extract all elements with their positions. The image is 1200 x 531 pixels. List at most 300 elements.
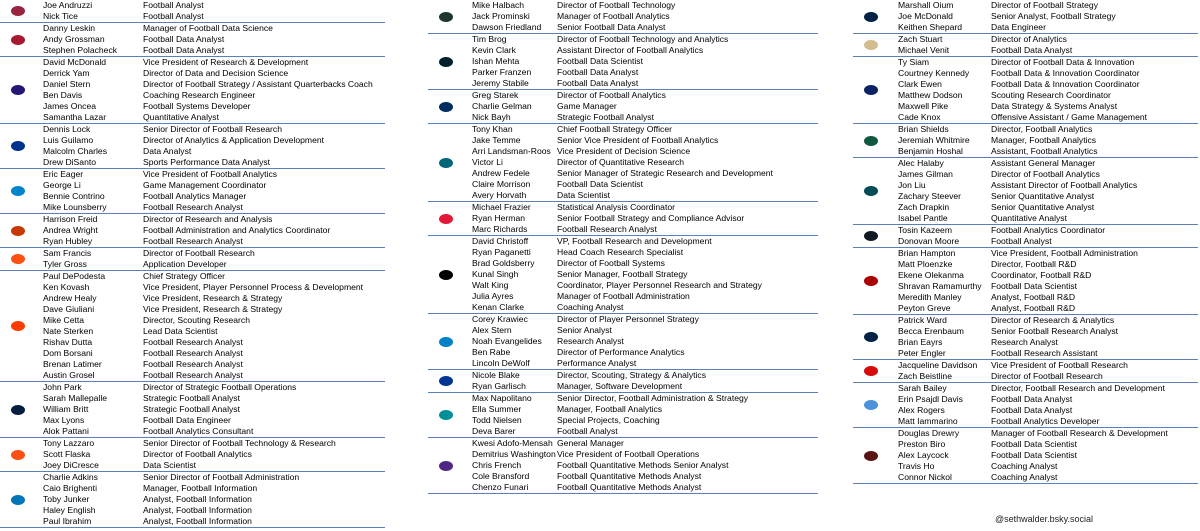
staff-name: Michael Venit [898, 45, 950, 55]
team-block [853, 57, 1198, 124]
staff-name: Brian Hampton [898, 248, 956, 258]
staff-title: Analyst, Football R&D [991, 303, 1076, 313]
staff-name: Maxwell Pike [898, 101, 949, 111]
team-block [853, 158, 1198, 225]
staff-row [0, 236, 385, 247]
staff-title: Director of Strategic Football Operations [143, 382, 297, 392]
staff-row [428, 67, 818, 78]
staff-title: Director, Football Research and Development [991, 383, 1165, 393]
staff-row [428, 482, 818, 493]
staff-title: Director, Football Analytics [991, 124, 1093, 134]
staff-title: Football Analytics Developer [991, 416, 1100, 426]
staff-title: Research Analyst [991, 337, 1058, 347]
staff-name: Alok Pattani [43, 426, 89, 436]
jaguars-logo [434, 156, 458, 170]
staff-title: Manager, Football Information [143, 483, 258, 493]
staff-row [0, 315, 385, 326]
staff-name: Ryan Garlisch [472, 381, 526, 391]
staff-title: Football Data Analyst [557, 78, 639, 88]
staff-row [428, 347, 818, 358]
staff-row [853, 90, 1198, 101]
staff-title: Football Research Analyst [143, 337, 243, 347]
team-block [428, 0, 818, 34]
staff-title: Performance Analyst [557, 358, 637, 368]
staff-title: Strategic Football Analyst [143, 393, 240, 403]
staff-row [428, 381, 818, 392]
staff-name: Sarah Bailey [898, 383, 947, 393]
staff-title: Quantitative Analyst [143, 112, 219, 122]
staff-title: Senior Quantitative Analyst [991, 191, 1095, 201]
staff-row [428, 415, 818, 426]
staff-row [428, 45, 818, 56]
staff-title: Director of Football Analytics [991, 169, 1100, 179]
staff-row [853, 146, 1198, 157]
49ers-logo [859, 274, 883, 288]
staff-name: Danny Leskin [43, 23, 96, 33]
team-block [428, 202, 818, 236]
staff-title: Scouting Research Coordinator [991, 90, 1111, 100]
staff-name: Marshall Oium [898, 0, 954, 10]
staff-row [0, 326, 385, 337]
staff-row [0, 135, 385, 146]
team-block [0, 248, 385, 271]
staff-name: Alex Stern [472, 325, 512, 335]
staff-title: Strategic Football Analyst [143, 404, 240, 414]
staff-name: Demitrius Washington [472, 449, 556, 459]
staff-title: Sports Performance Data Analyst [143, 157, 271, 167]
team-block [853, 428, 1198, 484]
staff-title: Vice President of Football Operations [557, 449, 700, 459]
staff-name: Scott Flaska [43, 449, 91, 459]
team-block [0, 0, 385, 23]
staff-row [428, 0, 818, 11]
staff-name: Peter Engler [898, 348, 946, 358]
staff-title: Director of Football Data & Innovation [991, 57, 1135, 67]
staff-title: Football Research Analyst [143, 202, 243, 212]
staff-row [853, 472, 1198, 483]
staff-name: Claire Morrison [472, 179, 531, 189]
staff-row [0, 45, 385, 56]
team-block [853, 34, 1198, 57]
team-block [428, 370, 818, 393]
column-2 [428, 0, 818, 494]
team-block [428, 236, 818, 314]
staff-title: Analyst, Football Information [143, 516, 252, 526]
staff-row [853, 394, 1198, 405]
staff-row [0, 483, 385, 494]
staff-row [428, 236, 818, 247]
staff-name: Nick Bayh [472, 112, 511, 122]
staff-name: Brian Eayrs [898, 337, 943, 347]
staff-row [0, 472, 385, 483]
staff-name: Cade Knox [898, 112, 941, 122]
staff-name: Keithen Shepard [898, 22, 963, 32]
staff-title: Vice President, Research & Strategy [143, 293, 283, 303]
staff-name: Ryan Hubley [43, 236, 93, 246]
staff-name: Sam Francis [43, 248, 92, 258]
staff-name: Clark Ewen [898, 79, 942, 89]
staff-title: Head Coach Research Specialist [557, 247, 684, 257]
staff-row [428, 438, 818, 449]
staff-title: Football Research Analyst [143, 348, 243, 358]
staff-title: Football Data Analyst [143, 45, 225, 55]
staff-title: Data Strategy & Systems Analyst [991, 101, 1118, 111]
staff-title: Director, Scouting Research [143, 315, 250, 325]
staff-title: Director of Football Research [991, 371, 1103, 381]
staff-title: Director of Football Research [143, 248, 255, 258]
staff-title: Football Analyst [143, 11, 204, 21]
staff-title: Vice President, Player Personnel Process & Development [143, 282, 364, 292]
team-block [853, 225, 1198, 248]
staff-name: Kenan Clarke [472, 302, 525, 312]
seahawks-logo [859, 330, 883, 344]
staff-row [428, 449, 818, 460]
staff-row [853, 270, 1198, 281]
staff-title: Research Analyst [557, 336, 624, 346]
staff-row [0, 337, 385, 348]
staff-name: John Park [43, 382, 82, 392]
staff-title: Senior Analyst, Football Strategy [991, 11, 1116, 21]
staff-row [0, 90, 385, 101]
staff-name: Avery Horvath [472, 190, 527, 200]
lions-logo [6, 493, 30, 507]
staff-row [0, 248, 385, 259]
staff-name: Haley English [43, 505, 96, 515]
falcons-logo [6, 33, 30, 47]
staff-row [428, 146, 818, 157]
staff-row [0, 68, 385, 79]
staff-title: Football Administration and Analytics Coordinator [143, 225, 331, 235]
staff-name: Walt King [472, 280, 509, 290]
patriots-logo [859, 10, 883, 24]
staff-name: Lincoln DeWolf [472, 358, 530, 368]
staff-title: Offensive Assistant / Game Management [991, 112, 1148, 122]
staff-name: Andrea Wright [43, 225, 98, 235]
staff-title: Football Systems Developer [143, 101, 251, 111]
team-block [0, 57, 385, 124]
staff-row [853, 225, 1198, 236]
staff-title: Application Developer [143, 259, 227, 269]
staff-title: Football Quantitative Methods Senior Analyst [557, 460, 729, 470]
staff-name: Brian Shields [898, 124, 949, 134]
staff-name: Isabel Pantle [898, 213, 948, 223]
staff-title: Football Research Analyst [143, 359, 243, 369]
staff-row [428, 336, 818, 347]
staff-name: Ryan Paganetti [472, 247, 531, 257]
staff-row [428, 224, 818, 235]
staff-name: Mike Cetta [43, 315, 85, 325]
staff-title: Vice President of Football Research [991, 360, 1128, 370]
staff-title: Vice President, Research & Strategy [143, 304, 283, 314]
staff-name: Mike Lounsberry [43, 202, 107, 212]
staff-name: Ekene Olekanma [898, 270, 964, 280]
staff-row [0, 79, 385, 90]
staff-name: William Britt [43, 404, 89, 414]
staff-name: Brenan Latimer [43, 359, 102, 369]
team-block [853, 383, 1198, 428]
staff-name: Tony Lazzaro [43, 438, 95, 448]
staff-title: Football Analyst [557, 426, 618, 436]
staff-row [853, 124, 1198, 135]
staff-row [428, 135, 818, 146]
staff-title: Game Management Coordinator [143, 180, 267, 190]
staff-row [0, 180, 385, 191]
staff-name: Charlie Adkins [43, 472, 98, 482]
staff-name: Malcolm Charles [43, 146, 107, 156]
staff-title: Director of Analytics [991, 34, 1067, 44]
staff-row [853, 34, 1198, 45]
staff-title: Football Data Scientist [991, 450, 1077, 460]
staff-title: Director of Football Technology [557, 0, 676, 10]
staff-title: Vice President of Football Analytics [143, 169, 278, 179]
staff-title: Analyst, Football Information [143, 505, 252, 515]
staff-title: Manager of Football Administration [557, 291, 690, 301]
staff-name: Ishan Mehta [472, 56, 520, 66]
staff-row [853, 303, 1198, 314]
staff-row [0, 404, 385, 415]
staff-name: Zach Drapkin [898, 202, 950, 212]
staff-name: Corey Krawiec [472, 314, 528, 324]
team-block [0, 124, 385, 169]
staff-name: Joey DiCresce [43, 460, 99, 470]
staff-name: Samantha Lazar [43, 112, 107, 122]
staff-title: Manager, Football Analytics [991, 135, 1097, 145]
team-block [428, 124, 818, 202]
saints-logo [859, 38, 883, 52]
staff-row [853, 45, 1198, 56]
staff-title: Football Data & Innovation Coordinator [991, 68, 1140, 78]
staff-row [853, 416, 1198, 427]
staff-row [853, 191, 1198, 202]
staff-name: Jake Temme [472, 135, 521, 145]
staff-row [428, 22, 818, 33]
staff-title: Chief Football Strategy Officer [557, 124, 672, 134]
staff-name: Caio Brighenti [43, 483, 97, 493]
staff-row [0, 293, 385, 304]
staff-name: Luis Guilamo [43, 135, 94, 145]
staff-row [0, 415, 385, 426]
staff-title: Football Analytics Manager [143, 191, 247, 201]
staff-row [428, 370, 818, 381]
staff-row [853, 292, 1198, 303]
team-block [0, 214, 385, 248]
staff-title: Analyst, Football Information [143, 494, 252, 504]
staff-title: Senior Manager, Football Strategy [557, 269, 688, 279]
staff-title: Special Projects, Coaching [557, 415, 660, 425]
staff-name: Chris French [472, 460, 522, 470]
staff-name: Alex Laycock [898, 450, 949, 460]
staff-name: Kevin Clark [472, 45, 516, 55]
staff-title: Football Analyst [143, 0, 204, 10]
staff-row [428, 269, 818, 280]
browns-logo [6, 319, 30, 333]
commanders-logo [859, 449, 883, 463]
staff-row [853, 57, 1198, 68]
staff-name: Dave Giuliani [43, 304, 95, 314]
staff-title: Director of Research & Analytics [991, 315, 1115, 325]
staff-row [428, 11, 818, 22]
staff-row [428, 34, 818, 45]
titans-logo [859, 398, 883, 412]
staff-row [428, 291, 818, 302]
staff-row [428, 157, 818, 168]
cowboys-logo [6, 403, 30, 417]
staff-name: Marc Richards [472, 224, 528, 234]
bills-logo [6, 139, 30, 153]
staff-title: Director of Data and Decision Science [143, 68, 289, 78]
team-block [0, 23, 385, 57]
staff-title: Strategic Football Analyst [557, 112, 654, 122]
staff-title: Statistical Analysis Coordinator [557, 202, 675, 212]
staff-row [428, 56, 818, 67]
team-block [853, 248, 1198, 315]
staff-row [0, 191, 385, 202]
staff-row [428, 426, 818, 437]
column-3 [853, 0, 1198, 484]
staff-title: Senior Quantitative Analyst [991, 202, 1095, 212]
staff-title: Football Research Assistant [991, 348, 1098, 358]
bengals-logo [6, 252, 30, 266]
staff-name: Ty Siam [898, 57, 930, 67]
staff-title: Data Scientist [143, 460, 197, 470]
staff-row [428, 325, 818, 336]
staff-name: Ben Davis [43, 90, 83, 100]
staff-row [428, 404, 818, 415]
staff-row [428, 460, 818, 471]
staff-name: Alec Halaby [898, 158, 944, 168]
staff-name: Dawson Friedland [472, 22, 542, 32]
staff-title: Football Research Analyst [143, 370, 243, 380]
staff-title: Senior Football Data Analyst [557, 22, 666, 32]
staff-row [0, 214, 385, 225]
staff-row [0, 449, 385, 460]
vikings-logo [434, 459, 458, 473]
staff-title: Manager, Football Analytics [557, 404, 663, 414]
staff-row [0, 271, 385, 282]
staff-row [428, 314, 818, 325]
staff-title: Senior Director of Football Research [143, 124, 282, 134]
staff-title: Football Data & Innovation Coordinator [991, 79, 1140, 89]
staff-name: Mike Halbach [472, 0, 525, 10]
staff-title: Director of Football Technology and Analytics [557, 34, 729, 44]
staff-name: Alex Rogers [898, 405, 945, 415]
staff-row [853, 371, 1198, 382]
staff-row [0, 225, 385, 236]
staff-row [853, 439, 1198, 450]
staff-row [853, 180, 1198, 191]
staff-title: General Manager [557, 438, 624, 448]
steelers-logo [859, 229, 883, 243]
staff-row [853, 22, 1198, 33]
team-block [0, 438, 385, 472]
team-block [0, 382, 385, 438]
staff-title: Senior Football Strategy and Compliance Advisor [557, 213, 745, 223]
staff-title: Senior Analyst [557, 325, 612, 335]
staff-name: Ken Kovash [43, 282, 90, 292]
staff-row [853, 135, 1198, 146]
staff-title: Football Data Scientist [557, 56, 643, 66]
staff-row [853, 213, 1198, 224]
staff-name: Joe McDonald [898, 11, 953, 21]
staff-row [853, 112, 1198, 123]
staff-name: Greg Starek [472, 90, 519, 100]
staff-row [428, 280, 818, 291]
credit-handle[interactable]: @sethwalder.bsky.social [995, 514, 1094, 524]
staff-row [0, 101, 385, 112]
panthers-logo [6, 184, 30, 198]
broncos-logo [6, 448, 30, 462]
staff-name: Harrison Freid [43, 214, 98, 224]
staff-title: Coaching Research Engineer [143, 90, 256, 100]
staff-row [0, 370, 385, 381]
team-block [853, 124, 1198, 158]
staff-name: Preston Biro [898, 439, 946, 449]
staff-row [428, 358, 818, 369]
staff-title: Vice President, Football Administration [991, 248, 1138, 258]
jets-logo [859, 134, 883, 148]
staff-title: Assistant General Manager [991, 158, 1096, 168]
staff-name: Rishav Dutta [43, 337, 93, 347]
staff-row [428, 471, 818, 482]
staff-row [0, 11, 385, 22]
team-block [0, 472, 385, 528]
staff-row [853, 11, 1198, 22]
staff-title: Manager of Football Analytics [557, 11, 670, 21]
staff-title: Football Data Scientist [991, 281, 1077, 291]
staff-row [853, 405, 1198, 416]
staff-title: Coordinator, Player Personnel Research and Strategy [557, 280, 762, 290]
staff-title: Football Data Scientist [991, 439, 1077, 449]
staff-row [0, 438, 385, 449]
staff-row [853, 236, 1198, 247]
staff-name: Julia Ayres [472, 291, 514, 301]
staff-name: Nicole Blake [472, 370, 520, 380]
staff-title: Senior Football Research Analyst [991, 326, 1119, 336]
chiefs-logo [434, 212, 458, 226]
staff-row [853, 461, 1198, 472]
staff-name: Zachary Steever [898, 191, 962, 201]
staff-title: Senior Vice President of Football Analytics [557, 135, 719, 145]
staff-title: Football Data Engineer [143, 415, 231, 425]
staff-name: Kwesi Adofo-Mensah [472, 438, 553, 448]
staff-name: Zach Beistline [898, 371, 952, 381]
staff-title: Data Scientist [557, 190, 611, 200]
staff-row [428, 258, 818, 269]
team-block [0, 271, 385, 382]
staff-row [0, 304, 385, 315]
staff-name: Andrew Fedele [472, 168, 530, 178]
staff-name: Andrew Healy [43, 293, 97, 303]
staff-title: Chief Strategy Officer [143, 271, 225, 281]
staff-name: Shravan Ramamurthy [898, 281, 982, 291]
staff-name: Tyler Gross [43, 259, 87, 269]
staff-row [428, 101, 818, 112]
staff-row [853, 360, 1198, 371]
staff-name: Ryan Herman [472, 213, 526, 223]
eagles-logo [859, 184, 883, 198]
staff-row [853, 79, 1198, 90]
staff-row [0, 23, 385, 34]
staff-name: Meredith Manley [898, 292, 962, 302]
staff-row [428, 202, 818, 213]
staff-title: Assistant Director of Football Analytics [991, 180, 1138, 190]
staff-row [428, 302, 818, 313]
staff-name: Erin Psajdl Davis [898, 394, 963, 404]
staff-row [0, 112, 385, 123]
staff-name: George Li [43, 180, 81, 190]
staff-row [428, 78, 818, 89]
staff-title: Director of Analytics & Application Development [143, 135, 325, 145]
